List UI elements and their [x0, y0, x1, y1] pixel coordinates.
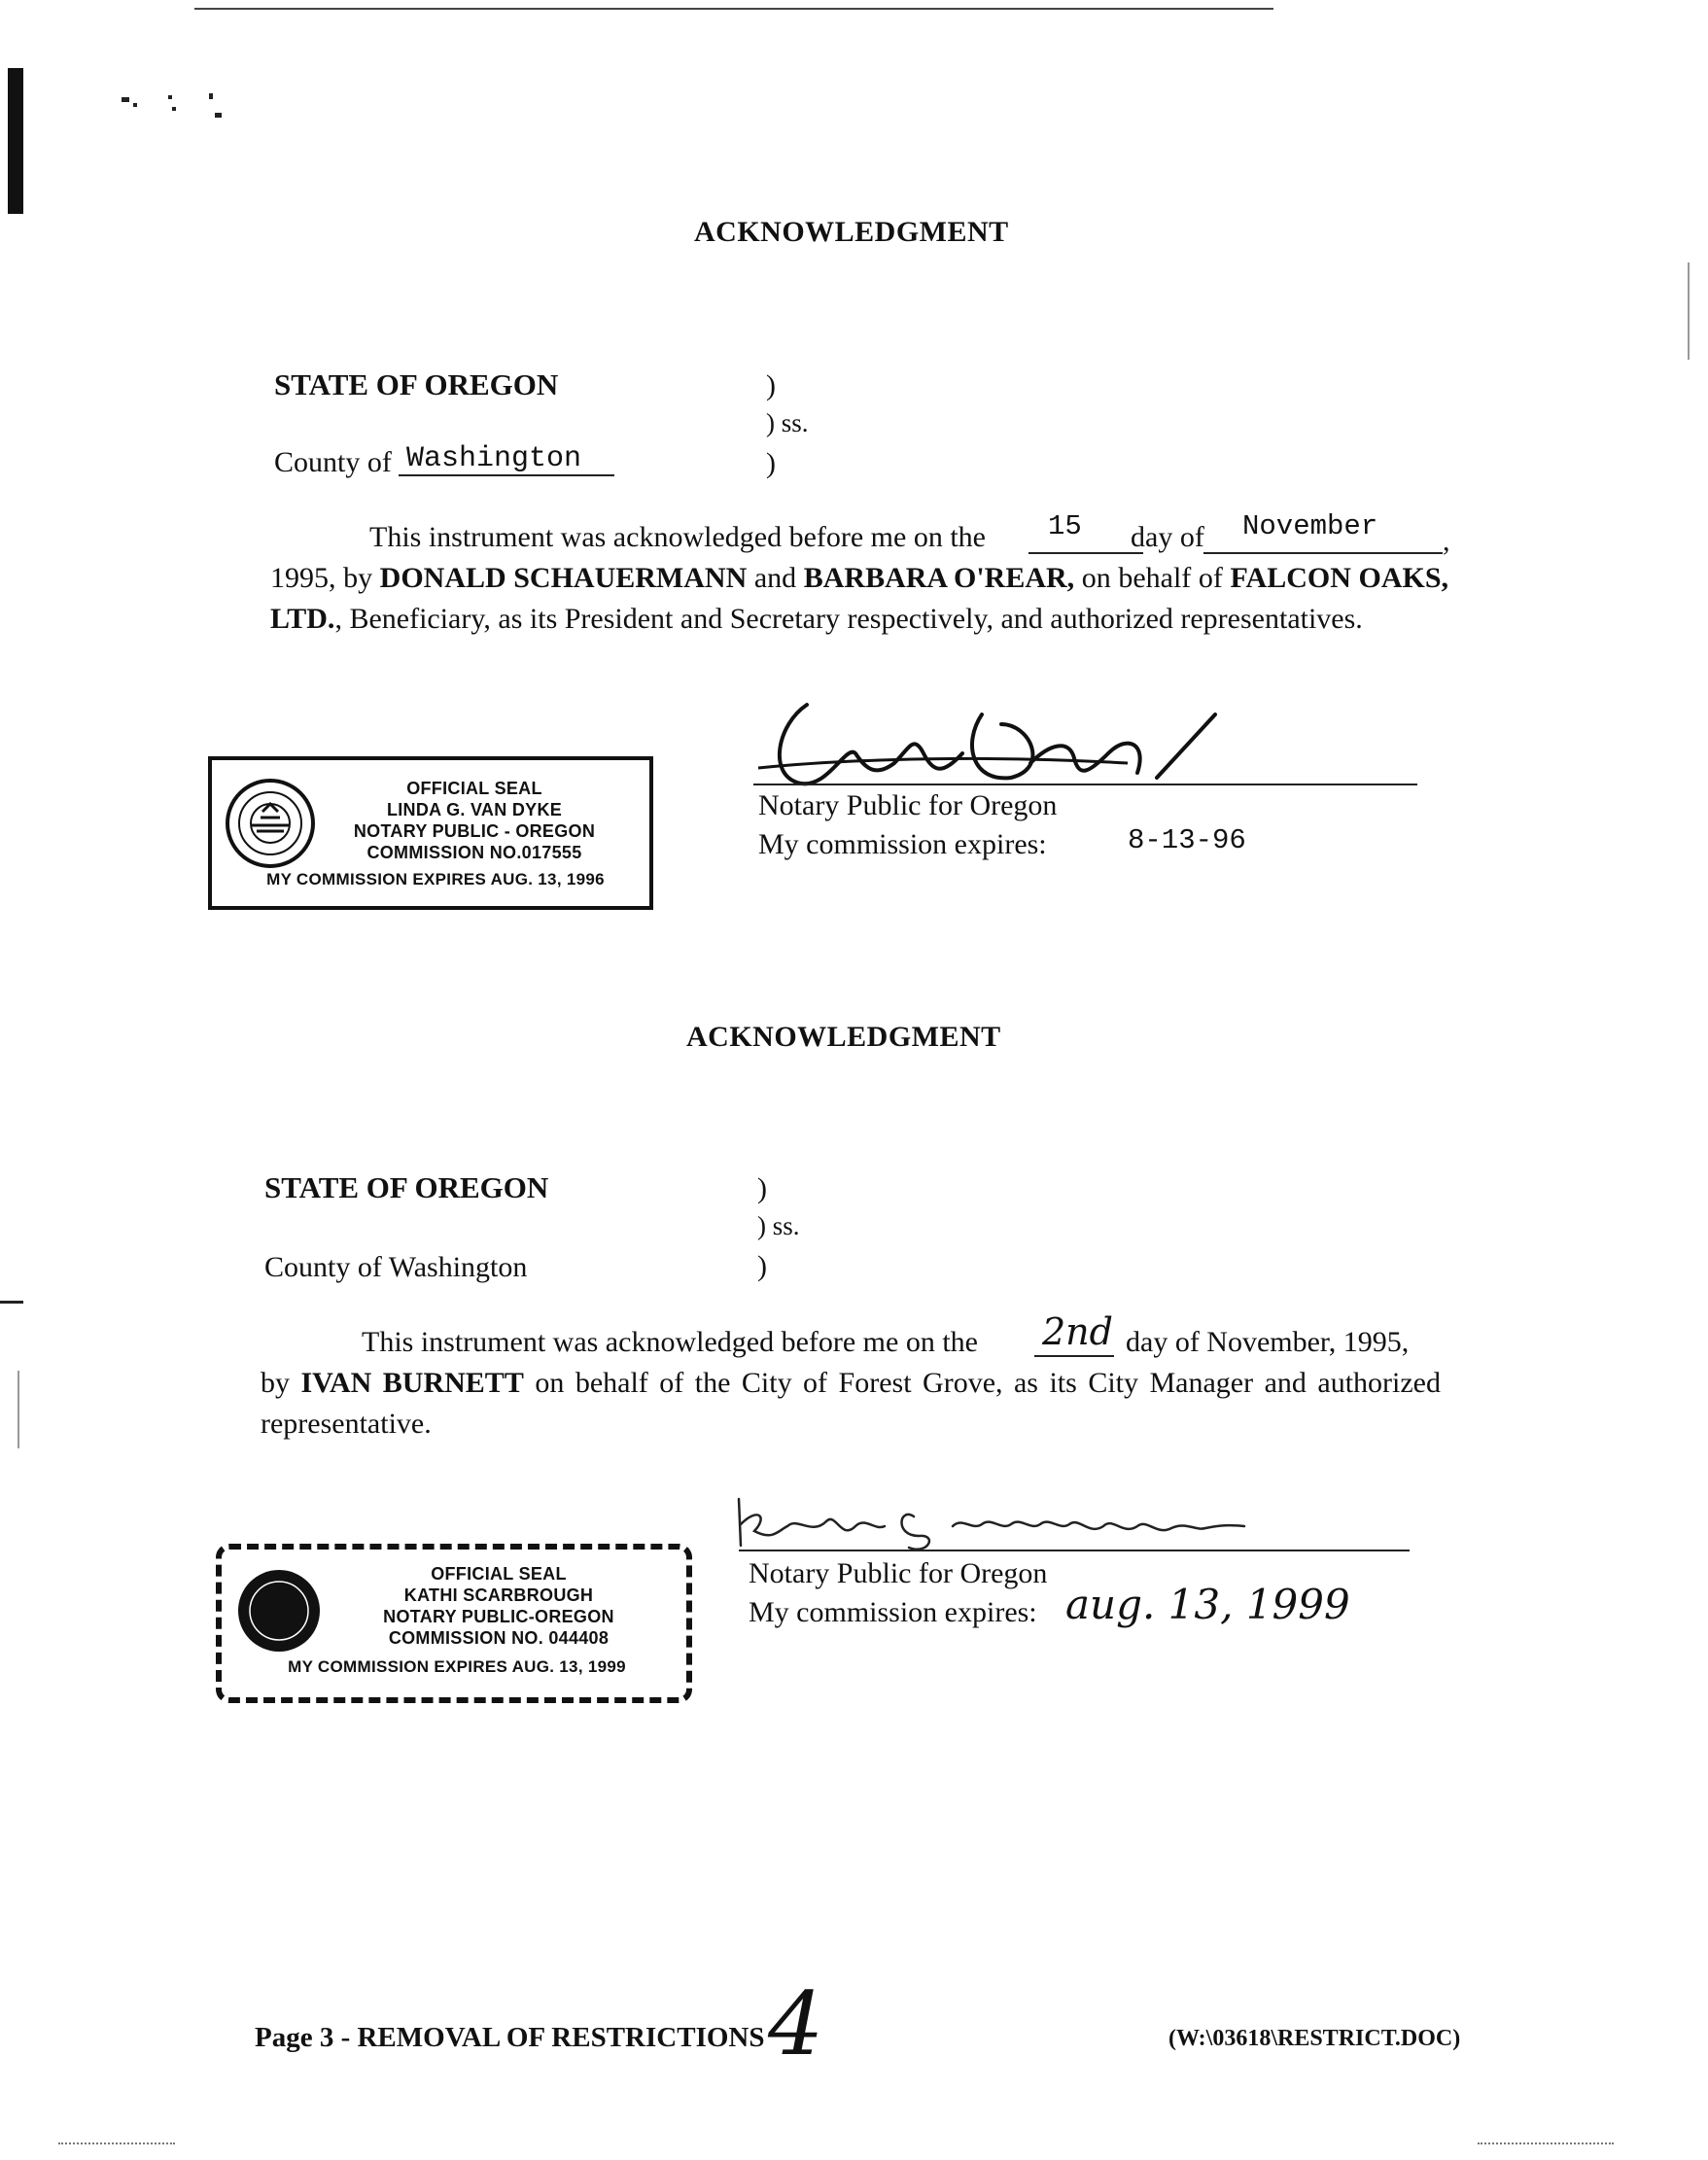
section1-paragraph — [270, 558, 1448, 640]
section1-company-1: FALCON — [1230, 562, 1351, 594]
official-seal-2 — [216, 1544, 692, 1703]
scan-edge-mark — [8, 68, 23, 214]
section1-paragraph-rest: , Beneficiary, as its President and Secretary respectively, and authorized representatives. — [334, 603, 1363, 635]
scan-right-rule — [1688, 262, 1690, 360]
seal-1-line-1: OFFICIAL SEAL — [406, 779, 542, 798]
oregon-seal-emblem-icon — [235, 1567, 323, 1655]
section1-names: DONALD SCHAUERMANN — [379, 562, 748, 594]
section2-signature-line — [739, 1550, 1410, 1551]
section1-month-value: November — [1242, 510, 1378, 542]
seal-1-line-3: NOTARY PUBLIC - OREGON — [353, 821, 596, 841]
section2-notary-label: Notary Public for Oregon — [749, 1557, 1048, 1589]
oregon-seal-emblem-icon — [222, 775, 319, 872]
section2-state: STATE OF OREGON — [264, 1170, 549, 1204]
section1-paren-1: ) — [766, 369, 776, 401]
section2-ss: ) ss. — [757, 1211, 800, 1240]
section2-by: by — [261, 1367, 290, 1399]
seal-1-line-2: LINDA G. VAN DYKE — [386, 800, 563, 819]
section1-state: STATE OF OREGON — [274, 367, 559, 401]
section2-day-value: 2nd — [1042, 1310, 1113, 1353]
scan-bottom-rule-right — [1478, 2143, 1614, 2144]
section1-behalf: on behalf of — [1081, 562, 1223, 594]
section1-commission-label: My commission expires: — [758, 828, 1047, 860]
section1-names-2: BARBARA O'REAR, — [803, 562, 1075, 594]
section2-paragraph-rest: on behalf of the City of Forest Grove, as its City Manager and authorized representative. — [261, 1367, 1441, 1440]
section2-county: County of Washington — [264, 1251, 528, 1283]
section2-day-line — [1034, 1355, 1114, 1357]
section2-paragraph — [261, 1363, 1441, 1445]
section2-commission-label: My commission expires: — [749, 1596, 1037, 1628]
section1-text-before-day: This instrument was acknowledged before me on the — [369, 521, 986, 553]
scan-bottom-rule — [58, 2143, 175, 2144]
seal-1-line-5: MY COMMISSION EXPIRES AUG. 13, 1996 — [266, 870, 605, 888]
scan-top-rule — [194, 8, 1273, 10]
seal-2-line-4: COMMISSION NO. 044408 — [388, 1628, 610, 1648]
section1-paren-3: ) — [766, 447, 776, 479]
section1-day-of: day of — [1131, 521, 1204, 553]
seal-2-line-1: OFFICIAL SEAL — [431, 1564, 567, 1584]
section1-commission-value: 8-13-96 — [1128, 824, 1246, 856]
scan-left-dash — [0, 1301, 23, 1304]
section1-month-line — [1203, 552, 1443, 554]
section2-name: IVAN BURNETT — [300, 1367, 524, 1399]
section1-and: and — [753, 562, 797, 594]
section1-county-value: Washington — [406, 442, 582, 475]
footer-page-label: Page 3 - REMOVAL OF RESTRICTIONS — [255, 2022, 765, 2053]
section2-text-before-day: This instrument was acknowledged before me on the — [362, 1326, 978, 1358]
seal-2-line-2: KATHI SCARBROUGH — [403, 1585, 594, 1605]
section2-commission-value: aug. 13, 1999 — [1065, 1581, 1350, 1628]
section1-notary-label: Notary Public for Oregon — [758, 789, 1058, 821]
scan-left-rule — [17, 1371, 19, 1448]
section2-paren-1: ) — [757, 1172, 767, 1204]
section1-company-2: OAKS, LTD. — [270, 562, 1449, 635]
section1-day-line — [1028, 552, 1143, 554]
section1-year-by: 1995, by — [270, 562, 373, 594]
section2-paren-3: ) — [757, 1250, 767, 1282]
official-seal-1 — [208, 756, 653, 910]
footer-page-number: 4 — [768, 1973, 824, 2075]
scan-specks — [122, 93, 228, 122]
seal-1-line-4: COMMISSION NO.017555 — [366, 843, 582, 862]
section2-heading: ACKNOWLEDGMENT — [686, 1021, 1001, 1053]
section2-text-after-day: day of November, 1995, — [1126, 1326, 1410, 1358]
section1-ss: ) ss. — [766, 408, 809, 437]
seal-2-line-5: MY COMMISSION EXPIRES AUG. 13, 1999 — [288, 1657, 626, 1676]
seal-2-line-3: NOTARY PUBLIC-OREGON — [383, 1607, 614, 1626]
footer-file-ref: (W:\03618\RESTRICT.DOC) — [1168, 2026, 1461, 2051]
section1-comma: , — [1443, 525, 1450, 557]
section1-heading: ACKNOWLEDGMENT — [694, 216, 1009, 248]
section1-county-prefix: County of — [274, 446, 392, 478]
section1-day-value: 15 — [1048, 510, 1082, 542]
